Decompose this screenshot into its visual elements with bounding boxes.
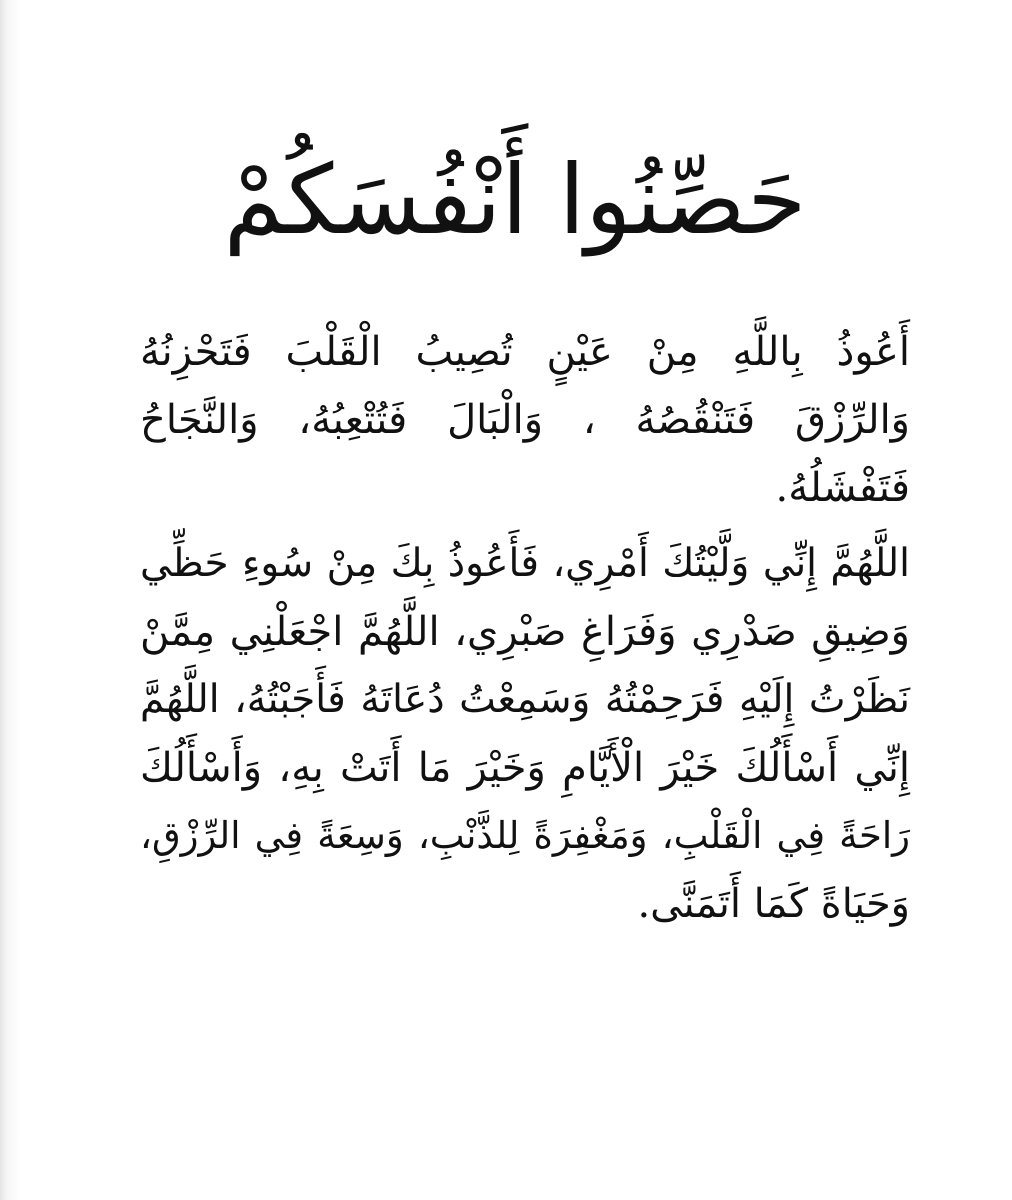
text-line: وَحَيَاةً كَمَا أَتَمَنَّى. bbox=[637, 881, 910, 927]
document-page bbox=[120, 0, 910, 1200]
text-line: إِنِّي أَسْأَلُكَ خَيْرَ الْأَيَّامِ وَخَيْرَ مَا أَتَتْ بِهِ، وَأَسْأَلُكَ bbox=[140, 745, 910, 791]
text-line: فَتَفْشَلُهُ. bbox=[775, 465, 910, 511]
text-line: اللَّهُمَّ إِنِّي وَلَّيْتُكَ أَمْرِي، فَأَعُوذُ بِكَ مِنْ سُوءِ حَظِّي bbox=[140, 541, 910, 586]
document-body bbox=[140, 318, 910, 938]
page-title: حَصِّنُوا أَنْفُسَكُمْ bbox=[223, 144, 807, 256]
text-line: أَعُوذُ بِاللَّهِ مِنْ عَيْنٍ تُصِيبُ الْقَلْبَ فَتَحْزِنُهُ bbox=[140, 329, 910, 375]
text-line: رَاحَةً فِي الْقَلْبِ، وَمَغْفِرَةً لِلذَّنْبِ، وَسِعَةً فِي الرِّزْقِ، bbox=[140, 814, 910, 857]
paragraph-2 bbox=[140, 530, 910, 938]
paragraph-1 bbox=[140, 318, 910, 522]
text-line: وَضِيقِ صَدْرِي وَفَرَاغِ صَبْرِي، اللَّهُمَّ اجْعَلْنِي مِمَّنْ bbox=[140, 609, 910, 655]
text-line: وَالرِّزْقَ فَتَنْقُصُهُ ، وَالْبَالَ فَتُتْعِبُهُ، وَالنَّجَاحُ bbox=[140, 397, 910, 443]
page-edge-shadow bbox=[0, 0, 20, 1200]
text-line: نَظَرْتُ إِلَيْهِ فَرَحِمْتُهُ وَسَمِعْتُ دُعَاتَهُ فَأَجَبْتُهُ، اللَّهُمَّ bbox=[140, 677, 910, 722]
